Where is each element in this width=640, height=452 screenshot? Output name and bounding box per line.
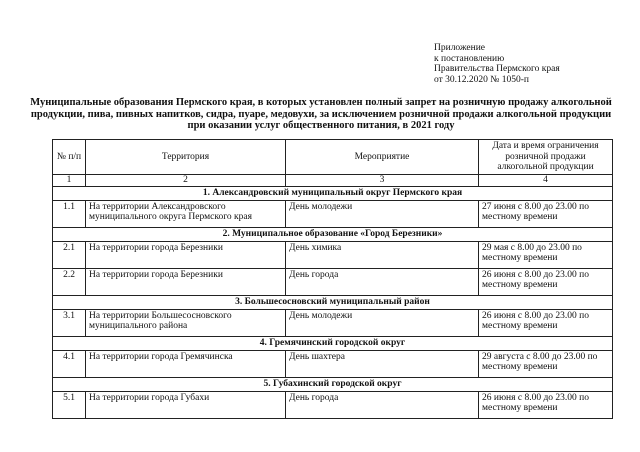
section-title: 1. Александровский муниципальный округ Пермского края: [53, 186, 613, 200]
row-number: 5.1: [53, 391, 86, 418]
appendix-line: к постановлению: [434, 53, 505, 64]
row-event: День шахтера: [286, 350, 479, 377]
section-row: [53, 336, 613, 350]
row-event: День молодежи: [286, 309, 479, 336]
table-header-row: [53, 140, 613, 175]
section-title: 5. Губахинский городской округ: [53, 377, 613, 391]
row-territory: На территории города Березники: [86, 241, 286, 268]
header-number: № п/п: [53, 140, 86, 175]
section-title: 3. Большесосновский муниципальный район: [53, 295, 613, 309]
row-number: 4.1: [53, 350, 86, 377]
header-territory: Территория: [86, 140, 286, 175]
column-number: 3: [286, 175, 479, 187]
appendix-line: Приложение: [434, 43, 485, 53]
appendix-line: от 30.12.2020 № 1050-п: [434, 74, 529, 85]
table-row: [53, 391, 613, 418]
column-number-row: [53, 175, 613, 187]
header-date: Дата и время ограничения розничной продажи алкогольной продукции: [479, 140, 613, 175]
row-date: 29 мая с 8.00 до 23.00 по местному времени: [479, 241, 613, 268]
row-event: День города: [286, 268, 479, 295]
section-row: [53, 227, 613, 241]
section-row: [53, 295, 613, 309]
row-event: День города: [286, 391, 479, 418]
restrictions-table: [52, 139, 613, 419]
section-row: [53, 186, 613, 200]
row-date: 26 июня с 8.00 до 23.00 по местному времени: [479, 268, 613, 295]
row-number: 2.1: [53, 241, 86, 268]
row-date: 29 августа с 8.00 до 23.00 по местному времени: [479, 350, 613, 377]
row-event: День молодежи: [286, 200, 479, 227]
appendix-block: [434, 43, 560, 85]
document-title: Муниципальные образования Пермского края, в которых установлен полный запрет на розничную продажу алкогольной продукции, пива, пивных напитков, сидра, пуаре, медовухи, за исключением розничной продажи алкогольной продукции при оказании услуг общественного питания, в 2021 году: [30, 97, 612, 131]
column-number: 4: [479, 175, 613, 187]
appendix-line: Правительства Пермского края: [434, 64, 560, 74]
table-row: [53, 309, 613, 336]
table-row: [53, 200, 613, 227]
row-number: 1.1: [53, 200, 86, 227]
row-territory: На территории Большесосновского муниципального района: [86, 309, 286, 336]
column-number: 1: [53, 175, 86, 187]
row-territory: На территории города Березники: [86, 268, 286, 295]
row-date: 27 июня с 8.00 до 23.00 по местному времени: [479, 200, 613, 227]
row-territory: На территории города Гремячинска: [86, 350, 286, 377]
row-event: День химика: [286, 241, 479, 268]
row-number: 3.1: [53, 309, 86, 336]
row-territory: На территории Александровского муниципального округа Пермского края: [86, 200, 286, 227]
section-row: [53, 377, 613, 391]
column-number: 2: [86, 175, 286, 187]
row-territory: На территории города Губахи: [86, 391, 286, 418]
section-title: 2. Муниципальное образование «Город Березники»: [53, 227, 613, 241]
row-date: 26 июня с 8.00 до 23.00 по местному времени: [479, 391, 613, 418]
row-number: 2.2: [53, 268, 86, 295]
table-row: [53, 350, 613, 377]
row-date: 26 июня с 8.00 до 23.00 по местному времени: [479, 309, 613, 336]
table-row: [53, 268, 613, 295]
header-event: Мероприятие: [286, 140, 479, 175]
section-title: 4. Гремячинский городской округ: [53, 336, 613, 350]
table-row: [53, 241, 613, 268]
